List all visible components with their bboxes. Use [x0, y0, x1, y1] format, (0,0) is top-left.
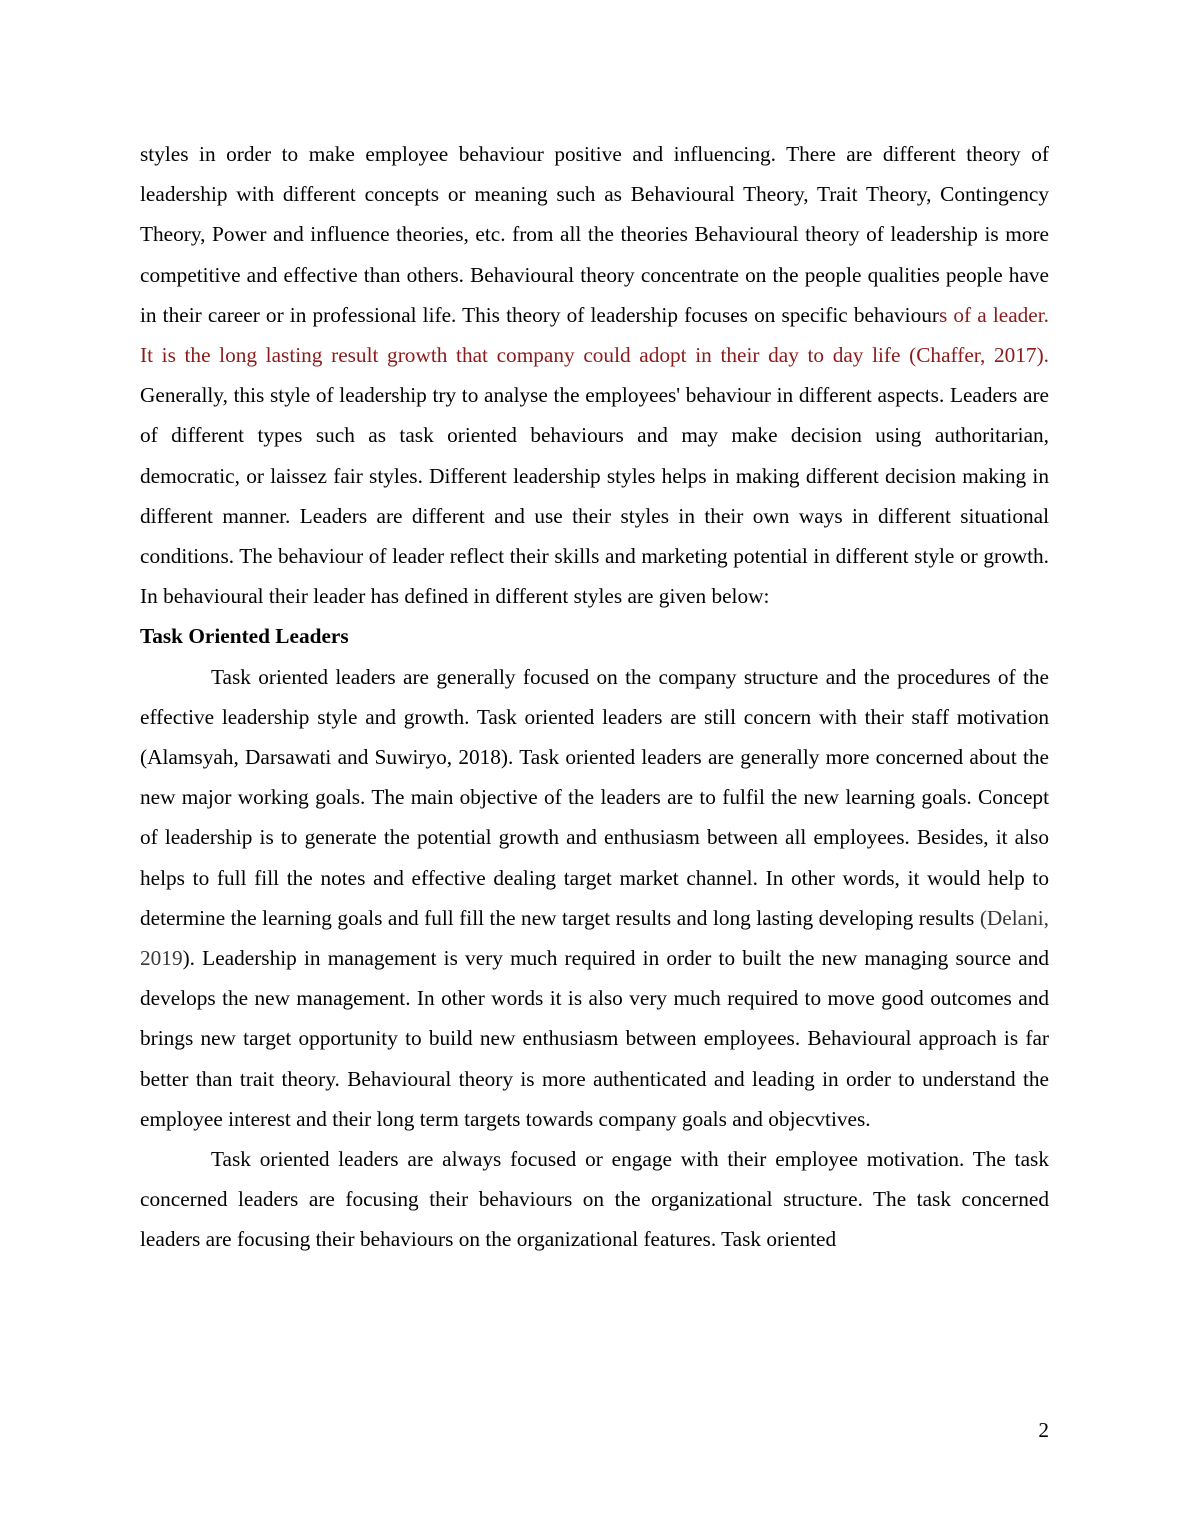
paragraph-employee-motivation: Task oriented leaders are always focused or engage with their employee motivation. The task concerned leaders are focusing their behaviours on the organizational structure. The task concerned leaders are focusing their behaviours on the organizational features. Task oriented	[140, 1147, 1049, 1252]
highlighted-text: s of a leader. It is the long lasting result growth that company could adopt in their day to day life (Chaffer, 2017).	[140, 302, 1049, 368]
paragraph-text: ). Leadership in management is very much required in order to built the new managing source and develops the new management. In other words it is also very much required to move good outcomes and brings new target opportunity to build new enthusiasm between employees. Behavioural approach is far better than trait theory. Behavioural theory is more authenticated and leading in order to understand the employee interest and their long term targets towards company goals and objecvtives.	[140, 946, 1049, 1131]
page-number: 2	[1038, 1418, 1049, 1442]
paragraph-behavioural-theory	[140, 134, 1049, 616]
paragraph-task-oriented	[140, 657, 1049, 1139]
paragraph-text: Generally, this style of leadership try to analyse the employees' behaviour in different aspects. Leaders are of different types such as task oriented behaviours and may make decision using authoritarian, democratic, or laissez fair styles. Different leadership styles helps in making different decision making in different manner. Leaders are different and use their styles in their own ways in different situational conditions. The behaviour of leader reflect their skills and marketing potential in different style or growth. In behavioural their leader has defined in different styles are given below:	[140, 383, 1049, 609]
paragraph-text: styles in order to make employee behaviour positive and influencing. There are different theory of leadership with different concepts or meaning such as Behavioural Theory, Trait Theory, Contingency Theory, Power and influence theories, etc. from all the theories Behavioural theory of leadership is more competitive and effective than others. Behavioural theory concentrate on the people qualities people have in their career or in professional life. This theory of leadership focuses on specific behaviour	[140, 142, 1049, 327]
paragraph-text: Task oriented leaders are generally focused on the company structure and the procedures of the effective leadership style and growth. Task oriented leaders are still concern with their staff motivation (Alamsyah, Darsawati and Suwiryo, 2018). Task oriented leaders are generally more concerned about the new major working goals. The main objective of the leaders are to fulfil the new learning goals. Concept of leadership is to generate the potential growth and enthusiasm between all employees. Besides, it also helps to full fill the notes and effective dealing target market channel. In other words, it would help to determine the learning goals and full fill the new target results and long lasting developing results	[140, 664, 1049, 930]
page-body	[140, 134, 1049, 1260]
citation-text: (Delani, 2019	[140, 905, 1049, 971]
section-heading: Task Oriented Leaders	[140, 624, 349, 649]
